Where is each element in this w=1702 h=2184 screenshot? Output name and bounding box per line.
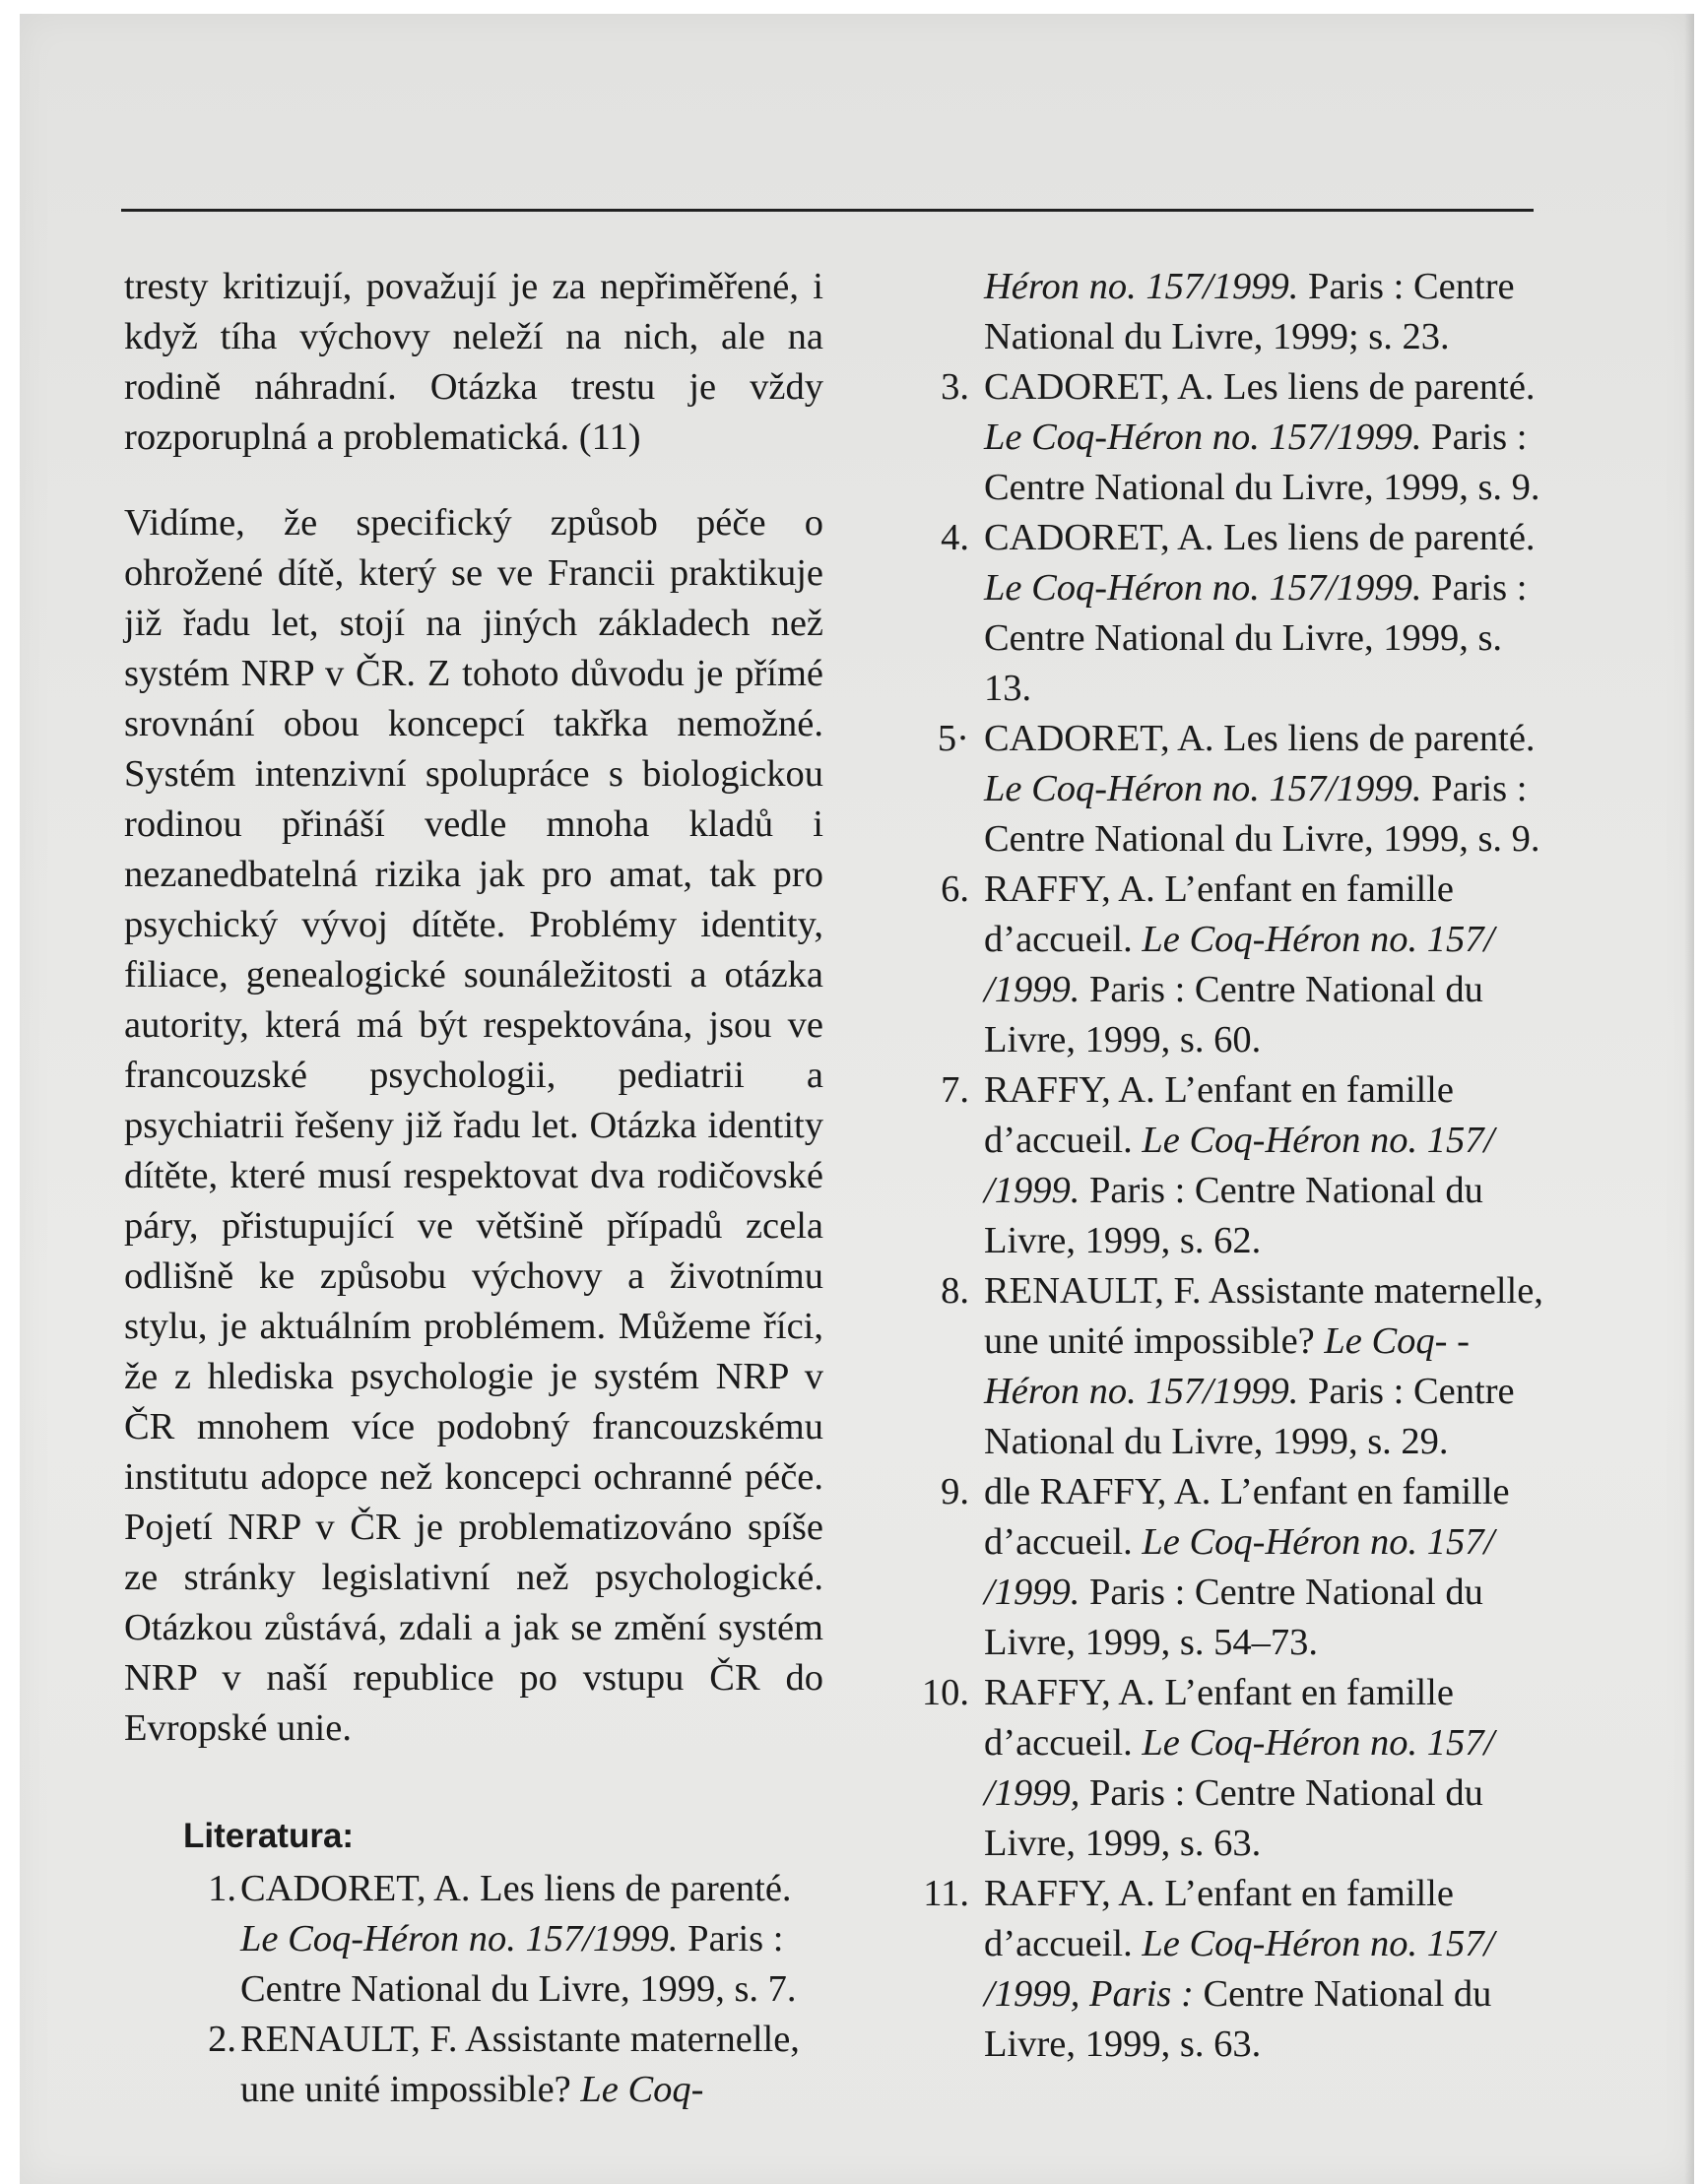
reference-number: 4. xyxy=(941,517,969,558)
reference-text: CADORET, A. Les liens de parenté. xyxy=(240,1868,792,1909)
reference-journal: Le Coq- xyxy=(580,2069,704,2110)
reference-publisher: Paris : Centre National du Livre, 1999; s. 23. xyxy=(984,266,1515,357)
left-column xyxy=(124,262,823,2115)
reference-item xyxy=(886,1065,1552,1266)
reference-number: 5· xyxy=(937,718,969,759)
reference-journal: Le Coq- -Héron no. 157/1999. xyxy=(984,1320,1470,1412)
reference-list-left xyxy=(124,1864,823,2115)
reference-journal: Le Coq-Héron no. 157/1999. xyxy=(984,417,1422,458)
reference-publisher: Paris : Centre National du Livre, 1999, s. 63. xyxy=(984,1772,1483,1864)
reference-item xyxy=(886,513,1552,714)
reference-text: RENAULT, F. Assistante maternelle, une unité impossible? xyxy=(984,1270,1543,1362)
body-paragraph-1: tresty kritizují, považují je za nepřiměřené, i když tíha výchovy neleží na nich, ale na rodině náhradní. Otázka trestu je vždy rozporuplná a problematická. (11) xyxy=(124,266,823,458)
reference-number: 3. xyxy=(941,366,969,408)
reference-item xyxy=(886,362,1552,513)
reference-publisher: Paris : Centre National du Livre, 1999, s. 54–73. xyxy=(984,1572,1483,1663)
reference-journal: Le Coq-Héron no. 157/1999. xyxy=(984,768,1422,809)
reference-text: dle RAFFY, A. L’enfant en famille d’accueil. xyxy=(984,1471,1510,1563)
body-paragraph-2: Vidíme, že specifický způsob péče o ohrožené dítě, který se ve Francii praktikuje již řadu let, stojí na jiných základech než systém NRP v ČR. Z tohoto důvodu je přímé srovnání obou koncepcí takřka nemožné. Systém intenzivní spolupráce s biologickou rodinou přináší vedle mnoha kladů i nezanedbatelná rizika jak pro amat, tak pro psychický vývoj dítěte. Problémy identity, filiace, genealogické sounáležitosti a otázka autority, která má být respektována, jsou ve francouzské psychologii, pediatrii a psychiatrii řešeny již řadu let. Otázka identity dítěte, které musí respektovat dva rodičovské páry, přistupující ve většině případů zcela odlišně ke způsobu výchovy a životnímu stylu, je aktuálním problémem. Můžeme říci, že z hlediska psychologie je systém NRP v ČR mnohem více podobný francouzskému institutu adopce než koncepci ochranné péče. Pojetí NRP v ČR je problematizováno spíše ze stránky legislativní než psychologické. Otázkou zůstává, zdali a jak se změní systém NRP v naší republice po vstupu ČR do Evropské unie. xyxy=(124,502,823,1749)
page-edge-shadow xyxy=(1684,14,1694,2184)
reference-item xyxy=(886,714,1552,865)
reference-publisher: Paris : Centre National du Livre, 1999, s. 29. xyxy=(984,1371,1515,1462)
reference-publisher: Paris : Centre National du Livre, 1999, s. 9. xyxy=(984,768,1540,860)
reference-journal: Le Coq-Héron no. 157/1999. xyxy=(984,567,1422,609)
reference-publisher: Paris : Centre National du Livre, 1999, s. 7. xyxy=(240,1918,797,2010)
reference-journal: Le Coq-Héron no. 157/ /1999. xyxy=(984,919,1495,1010)
reference-number: 10. xyxy=(921,1672,969,1713)
reference-text: RAFFY, A. L’enfant en famille d’accueil. xyxy=(984,1873,1454,1964)
reference-journal: Le Coq-Héron no. 157/ /1999. xyxy=(984,1521,1495,1613)
reference-list-right xyxy=(886,262,1552,2070)
reference-publisher: Paris : Centre National du Livre, 1999, s. 62. xyxy=(984,1170,1483,1261)
reference-item xyxy=(124,2015,823,2115)
reference-number: 7. xyxy=(941,1069,969,1111)
reference-publisher: Centre National du Livre, 1999, s. 63. xyxy=(984,1973,1492,2065)
reference-journal: Le Coq-Héron no. 157/ /1999. xyxy=(984,1120,1495,1211)
reference-text: RENAULT, F. Assistante maternelle, une unité impossible? xyxy=(240,2019,800,2110)
reference-publisher: Paris : Centre National du Livre, 1999, s. 13. xyxy=(984,567,1528,709)
reference-text: RAFFY, A. L’enfant en famille d’accueil. xyxy=(984,868,1454,960)
reference-text: CADORET, A. Les liens de parenté. xyxy=(984,718,1536,759)
reference-number: 6. xyxy=(941,868,969,910)
reference-publisher: Paris : Centre National du Livre, 1999, s. 60. xyxy=(984,969,1483,1060)
right-column xyxy=(886,262,1552,2070)
reference-number: 11. xyxy=(923,1873,969,1914)
reference-journal: Le Coq-Héron no. 157/ /1999, xyxy=(984,1722,1495,1814)
header-rule xyxy=(121,209,1534,212)
reference-number: 9. xyxy=(941,1471,969,1512)
reference-number: 8. xyxy=(941,1270,969,1312)
reference-journal: Le Coq-Héron no. 157/1999. xyxy=(240,1918,679,1959)
reference-item xyxy=(886,865,1552,1065)
reference-text: CADORET, A. Les liens de parenté. xyxy=(984,366,1536,408)
reference-item-continuation xyxy=(886,262,1552,362)
reference-journal: Le Coq-Héron no. 157/ /1999, Paris : xyxy=(984,1923,1495,2015)
reference-text: RAFFY, A. L’enfant en famille d’accueil. xyxy=(984,1069,1454,1161)
reference-text: RAFFY, A. L’enfant en famille d’accueil. xyxy=(984,1672,1454,1764)
reference-item xyxy=(124,1864,823,2015)
reference-item xyxy=(886,1668,1552,1869)
page xyxy=(20,14,1694,2184)
reference-publisher: Paris : Centre National du Livre, 1999, s. 9. xyxy=(984,417,1540,508)
reference-text: CADORET, A. Les liens de parenté. xyxy=(984,517,1536,558)
reference-item xyxy=(886,1467,1552,1668)
reference-number: 1. xyxy=(208,1868,236,1909)
reference-journal: Héron no. 157/1999. xyxy=(984,266,1299,307)
reference-number: 2. xyxy=(208,2019,236,2060)
reference-item xyxy=(886,1869,1552,2070)
literature-heading: Literatura: xyxy=(183,1817,355,1855)
reference-item xyxy=(886,1266,1552,1467)
